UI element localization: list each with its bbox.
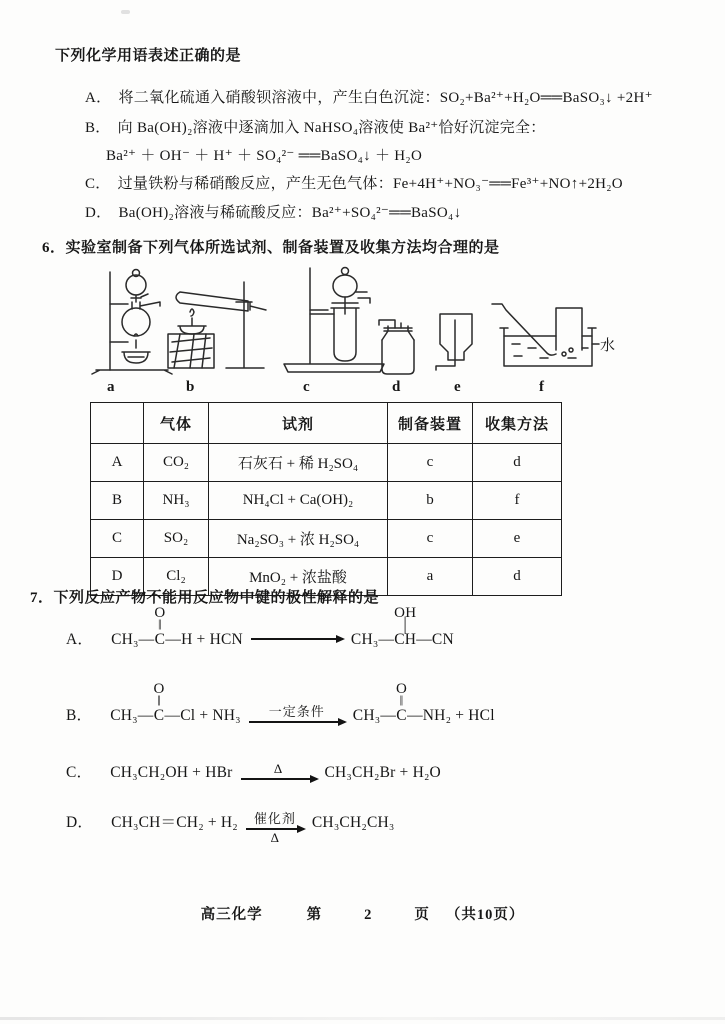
q5-option-d-label: D． bbox=[85, 205, 112, 221]
row-a-reagent: 石灰石 + 稀 H₂SO₄ bbox=[209, 444, 388, 482]
row-d-collect: d bbox=[473, 558, 562, 596]
formula-right-stack bbox=[396, 682, 407, 726]
table-header-device: 制备装置 bbox=[388, 403, 473, 444]
row-c-label: C bbox=[91, 520, 144, 558]
row-b-reagent: NH₄Cl + Ca(OH)₂ bbox=[209, 482, 388, 520]
apparatus-f-diagram bbox=[484, 298, 600, 374]
formula-left: CH₃CH₂OH + HBr bbox=[110, 764, 233, 781]
q5-option-d-text: Ba(OH)₂溶液与稀硫酸反应：Ba²⁺+SO₄²⁻══BaSO₄↓ bbox=[118, 205, 462, 221]
q5-option-b-text: 向 Ba(OH)₂溶液中逐滴加入 NaHSO₄溶液使 Ba²⁺恰好沉淀完全： bbox=[117, 120, 546, 136]
q7-option-c-label: C． bbox=[66, 764, 93, 781]
reaction-arrow bbox=[241, 761, 317, 780]
footer-course: 高三化学 bbox=[200, 907, 263, 923]
table-header-blank bbox=[91, 403, 144, 444]
row-d-gas: Cl₂ bbox=[144, 558, 209, 596]
table-row bbox=[91, 520, 562, 558]
q5-option-a-text: 将二氧化硫通入硝酸钡溶液中，产生白色沉淀：SO₂+Ba²⁺+H₂O══BaSO₃↓ +2H⁺ bbox=[118, 90, 653, 106]
q5-option-b-equation: Ba²⁺ ＋ OH⁻ ＋ H⁺ ＋ SO₄²⁻ ══BaSO₄↓ ＋ H₂O bbox=[106, 148, 423, 164]
stack-center-atom: C bbox=[154, 631, 166, 648]
row-b-gas: NH₃ bbox=[144, 482, 209, 520]
stack-center-atom: CH bbox=[394, 631, 417, 648]
q5-option-a-label: A． bbox=[85, 90, 112, 106]
table-header-row bbox=[91, 403, 562, 444]
q7-option-a-label: A． bbox=[66, 631, 94, 648]
row-d-device: a bbox=[388, 558, 473, 596]
q6-stem: 6．实验室制备下列气体所选试剂、制备装置及收集方法均合理的是 bbox=[42, 240, 500, 256]
figure-label-c: c bbox=[303, 379, 310, 395]
q5-option-c-label: C． bbox=[85, 176, 111, 192]
table-header-collect: 收集方法 bbox=[473, 403, 562, 444]
single-bond: │ bbox=[400, 616, 410, 634]
table-header-reagent: 试剂 bbox=[209, 403, 388, 444]
apparatus-d-diagram bbox=[374, 316, 422, 378]
formula-right-pre: CH₃— bbox=[350, 631, 395, 648]
row-d-reagent: MnO₂ + 浓盐酸 bbox=[209, 558, 388, 596]
arrow-condition-below: Δ bbox=[270, 829, 280, 845]
reaction-arrow bbox=[251, 637, 343, 640]
double-bond: ‖ bbox=[399, 692, 404, 710]
footer-page-number: 2 bbox=[364, 907, 373, 923]
footer-label-ye: 页 bbox=[414, 907, 430, 923]
water-label: 水 bbox=[600, 338, 616, 354]
q5-option-b bbox=[85, 118, 546, 138]
row-b-device: b bbox=[388, 482, 473, 520]
formula-right-post: —CN bbox=[416, 631, 454, 648]
q5-option-a bbox=[85, 88, 653, 108]
double-bond: ‖ bbox=[158, 616, 162, 634]
row-a-collect: d bbox=[473, 444, 562, 482]
q5-option-b-label: B． bbox=[85, 120, 111, 136]
arrow-condition-above: Δ bbox=[273, 761, 284, 776]
row-c-collect: e bbox=[473, 520, 562, 558]
row-c-device: c bbox=[388, 520, 473, 558]
figure-label-d: d bbox=[392, 379, 401, 395]
row-d-label: D bbox=[91, 558, 144, 596]
stack-top-atom: O bbox=[153, 681, 165, 697]
q5-option-c-text: 过量铁粉与稀硝酸反应，产生无色气体：Fe+4H⁺+NO₃⁻══Fe³⁺+NO↑+2H₂O bbox=[117, 176, 623, 192]
formula-left-stack bbox=[154, 682, 165, 726]
double-bond: ‖ bbox=[157, 692, 161, 710]
footer-label-di: 第 bbox=[306, 907, 323, 923]
table-header-gas: 气体 bbox=[144, 403, 209, 444]
stack-top-atom: O bbox=[396, 681, 408, 697]
formula-left-pre: CH₃— bbox=[111, 631, 155, 648]
scan-smudge bbox=[121, 10, 130, 14]
formula-right-stack bbox=[394, 606, 416, 650]
row-b-collect: f bbox=[473, 482, 562, 520]
q7-option-b-label: B． bbox=[66, 707, 93, 724]
figure-label-a: a bbox=[107, 379, 115, 395]
reaction-arrow bbox=[249, 704, 345, 723]
row-a-device: c bbox=[388, 444, 473, 482]
row-a-gas: CO₂ bbox=[144, 444, 209, 482]
formula-right: CH₃CH₂CH₃ bbox=[311, 814, 395, 831]
table-row bbox=[91, 482, 562, 520]
q7-option-d bbox=[66, 810, 395, 845]
q7-option-c bbox=[66, 760, 441, 782]
arrow-condition-above: 一定条件 bbox=[268, 704, 325, 719]
apparatus-e-diagram bbox=[428, 308, 482, 374]
q5-option-d bbox=[85, 203, 461, 223]
q7-stem: 7．下列反应产物不能用反应物中键的极性解释的是 bbox=[30, 590, 380, 606]
formula-left-post: —H + HCN bbox=[165, 631, 243, 648]
figure-label-f: f bbox=[539, 379, 544, 395]
formula-left: CH₃CH＝CH₂ + H₂ bbox=[111, 814, 238, 831]
formula-right: CH₃CH₂Br + H₂O bbox=[324, 764, 441, 781]
q7-option-b bbox=[66, 682, 495, 726]
formula-right-pre: CH₃— bbox=[352, 707, 397, 724]
reaction-arrow bbox=[246, 811, 304, 845]
stack-top-atom: O bbox=[154, 605, 166, 621]
q5-stem: 下列化学用语表述正确的是 bbox=[55, 48, 242, 64]
scan-edge bbox=[0, 1017, 725, 1020]
gas-preparation-table bbox=[90, 402, 562, 596]
row-a-label: A bbox=[91, 444, 144, 482]
apparatus-b-diagram bbox=[160, 276, 270, 378]
footer-total-pages: （共10页） bbox=[445, 907, 525, 923]
formula-left-stack bbox=[154, 606, 165, 650]
q7-option-a bbox=[66, 606, 454, 650]
row-b-label: B bbox=[91, 482, 144, 520]
formula-left-pre: CH₃— bbox=[110, 707, 154, 724]
arrow-shaft bbox=[251, 638, 343, 640]
formula-left-post: —Cl + NH₃ bbox=[164, 707, 241, 724]
arrow-shaft bbox=[249, 721, 345, 723]
figure-label-e: e bbox=[454, 379, 461, 395]
stack-top-atom: OH bbox=[394, 605, 417, 621]
stack-center-atom: C bbox=[396, 707, 407, 724]
q5-option-c bbox=[85, 174, 623, 194]
row-c-reagent: Na₂SO₃ + 浓 H₂SO₄ bbox=[209, 520, 388, 558]
arrow-shaft bbox=[241, 778, 317, 780]
stack-center-atom: C bbox=[153, 707, 165, 724]
page-footer bbox=[0, 903, 725, 924]
figure-label-b: b bbox=[186, 379, 195, 395]
formula-right-post: —NH₂ + HCl bbox=[407, 707, 495, 724]
row-c-gas: SO₂ bbox=[144, 520, 209, 558]
table-row bbox=[91, 444, 562, 482]
arrow-condition-above: 催化剂 bbox=[253, 811, 296, 826]
q7-option-d-label: D． bbox=[66, 814, 94, 831]
